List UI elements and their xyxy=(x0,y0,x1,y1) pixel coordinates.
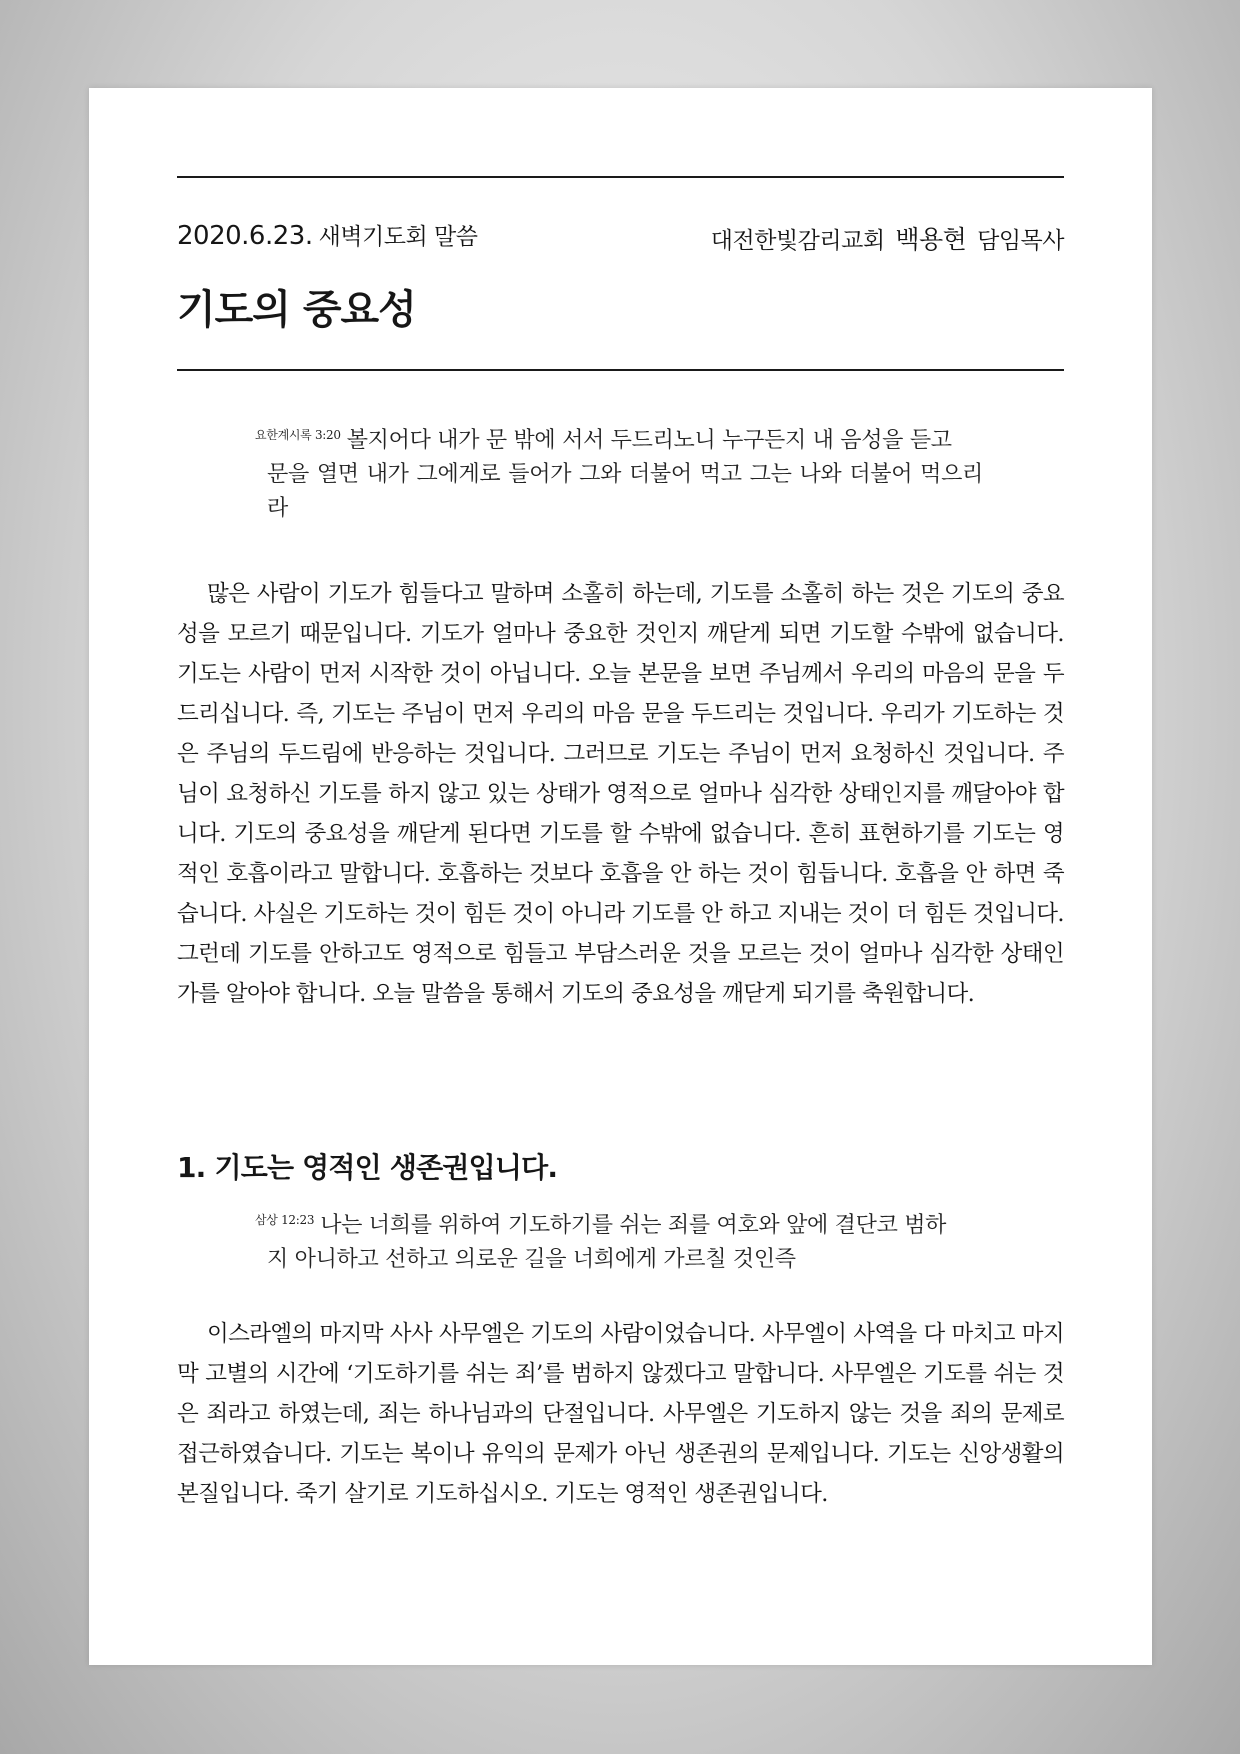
section-scripture-reference: 삼상 12:23 xyxy=(255,1213,315,1227)
sermon-title: 기도의 중요성 xyxy=(177,287,416,333)
pastor-name: 백용현 xyxy=(895,225,967,254)
title-divider xyxy=(177,369,1064,371)
section-scripture-first-line: 나는 너희를 위하여 기도하기를 쉬는 죄를 여호와 앞에 결단코 범하 xyxy=(320,1213,947,1238)
section-paragraph: 이스라엘의 마지막 사사 사무엘은 기도의 사람이었습니다. 사무엘이 사역을 다 마치고 마지막 고별의 시간에 ‘기도하기를 쉬는 죄’를 범하지 않겠다고 말합니다. 사무엘은 기도를 쉬는 것은 죄라고 하였는데, 죄는 하나님과의 단절입니다. 사무엘은 기도하지 않는 것을 죄의 문제로 접근하였습니다. 기도는 복이나 유익의 문제가 아닌 생존권의 문제입니다. 기도는 신앙생활의 본질입니다. 죽기 살기로 기도하십시오. 기도는 영적인 생존권입니다. xyxy=(177,1321,1064,1507)
intro-paragraph: 많은 사람이 기도가 힘들다고 말하며 소홀히 하는데, 기도를 소홀히 하는 것은 기도의 중요성을 모르기 때문입니다. 기도가 얼마나 중요한 것인지 깨닫게 되면 기도할 수밖에 없습니다. 기도는 사람이 먼저 시작한 것이 아닙니다. 오늘 본문을 보면 주님께서 우리의 마음의 문을 두드리십니다. 즉, 기도는 주님이 먼저 우리의 마음 문을 두드리는 것입니다. 우리가 기도하는 것은 주님의 두드림에 반응하는 것입니다. 그러므로 기도는 주님이 먼저 요청하신 것입니다. 주님이 요청하신 기도를 하지 않고 있는 상태가 영적으로 얼마나 심각한 상태인지를 깨달아야 합니다. 기도의 중요성을 깨닫게 된다면 기도를 할 수밖에 없습니다. 흔히 표현하기를 기도는 영적인 호흡이라고 말합니다. 호흡하는 것보다 호흡을 안 하는 것이 힘듭니다. 호흡을 안 하면 죽습니다. 사실은 기도하는 것이 힘든 것이 아니라 기도를 안 하고 지내는 것이 더 힘든 것입니다. 그런데 기도를 안하고도 영적으로 힘들고 부담스러운 것을 모르는 것이 얼마나 심각한 상태인가를 알아야 합니다. 오늘 말씀을 통해서 기도의 중요성을 깨닫게 되기를 축원합니다. xyxy=(177,581,1064,1007)
document-page xyxy=(89,88,1152,1665)
section-scripture-continued: 지 아니하고 선하고 의로운 길을 너희에게 가르칠 것인즉 xyxy=(267,1247,796,1272)
top-divider xyxy=(177,176,1064,178)
church-name: 대전한빛감리교회 xyxy=(710,228,885,254)
section-scripture-quote xyxy=(255,1203,983,1277)
section-heading: 1. 기도는 영적인 생존권입니다. xyxy=(177,1151,558,1184)
sermon-date: 2020.6.23. xyxy=(177,221,313,251)
sermon-date-line xyxy=(177,218,477,251)
scripture-reference: 요한계시록 3:20 xyxy=(255,428,341,442)
church-pastor-line xyxy=(711,220,1064,256)
scripture-quote xyxy=(255,418,983,526)
pastor-title: 담임목사 xyxy=(977,228,1064,254)
scripture-text-continued: 문을 열면 내가 그에게로 들어가 그와 더불어 먹고 그는 나와 더불어 먹으리라 xyxy=(267,462,983,521)
service-name: 새벽기도회 말씀 xyxy=(318,224,478,250)
scripture-text-first-line: 볼지어다 내가 문 밖에 서서 두드리노니 누구든지 내 음성을 듣고 xyxy=(346,428,952,453)
